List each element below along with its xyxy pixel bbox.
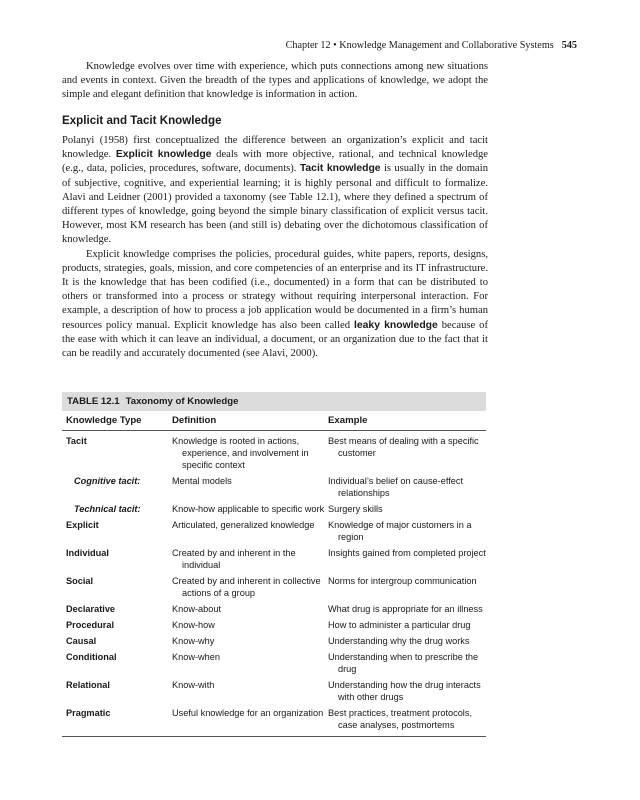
cell-definition: Know-why — [172, 636, 215, 646]
cell-definition: Articulated, generalized knowledge — [172, 520, 315, 530]
cell-example: Best means of dealing with a specific customer — [328, 436, 479, 458]
cell-type: Technical tacit: — [74, 504, 141, 514]
table-title: Taxonomy of Knowledge — [125, 396, 239, 407]
taxonomy-table — [62, 411, 486, 737]
table-row — [62, 651, 486, 679]
cell-example: What drug is appropriate for an illness — [328, 604, 483, 614]
cell-example: Understanding why the drug works — [328, 636, 470, 646]
knowledge-taxonomy-table — [62, 392, 486, 737]
page-number: 545 — [561, 40, 577, 51]
cell-definition: Created by and inherent in the individual — [172, 548, 296, 570]
paragraph-text: Polanyi (1958) first conceptualized the difference between an organization’s explicit and tacit knowledge. — [62, 135, 488, 161]
paragraph-explicit-detail — [62, 248, 488, 362]
cell-type: Tacit — [66, 436, 87, 446]
cell-example: Understanding how the drug interacts with other drugs — [328, 680, 481, 702]
cell-definition: Know-with — [172, 680, 215, 690]
table-row — [62, 519, 486, 547]
cell-type: Procedural — [66, 620, 114, 630]
cell-example: Knowledge of major customers in a region — [328, 520, 472, 542]
cell-example: How to administer a particular drug — [328, 620, 471, 630]
table-row — [62, 603, 486, 619]
cell-definition: Know-when — [172, 652, 221, 662]
cell-definition: Know-how — [172, 620, 215, 630]
paragraph-text: because of the ease with which it can leave an individual, a document, or an organization due to the fact that it can be readily and accurately documented (see Alavi, 2000). — [62, 319, 488, 360]
intro-paragraph: Knowledge evolves over time with experience, which puts connections among new situations and events in context. Given the breadth of the types and applications of knowledge, we adopt the simple and elegant definition that knowledge is information in action. — [62, 61, 488, 101]
cell-definition: Mental models — [172, 476, 232, 486]
cell-type: Conditional — [66, 652, 117, 662]
column-header-definition: Definition — [172, 411, 328, 431]
cell-type: Declarative — [66, 604, 116, 614]
cell-type: Individual — [66, 548, 109, 558]
key-term-explicit-knowledge: Explicit knowledge — [115, 149, 212, 161]
key-term-tacit-knowledge: Tacit knowledge — [299, 163, 381, 175]
table-row — [62, 707, 486, 737]
cell-definition: Know-how applicable to specific work — [172, 504, 325, 514]
cell-example: Norms for intergroup communication — [328, 576, 477, 586]
column-header-example: Example — [328, 411, 486, 431]
chapter-title: Chapter 12 • Knowledge Management and Collaborative Systems — [285, 40, 554, 51]
paragraph-text: deals with more objective, rational, and technical knowledge (e.g., data, policies, procedures, software, documents). — [62, 149, 488, 175]
cell-type: Causal — [66, 636, 97, 646]
running-head — [286, 40, 577, 51]
cell-example: Best practices, treatment protocols, case analyses, postmortems — [328, 708, 472, 730]
table-number: TABLE 12.1 — [67, 396, 120, 407]
table-caption — [62, 392, 486, 411]
table-row — [62, 635, 486, 651]
cell-example: Surgery skills — [328, 504, 383, 514]
column-header-type: Knowledge Type — [62, 411, 172, 431]
cell-type: Cognitive tacit: — [74, 476, 141, 486]
table-row — [62, 547, 486, 575]
cell-example: Insights gained from completed project — [328, 548, 486, 558]
cell-definition: Useful knowledge for an organization — [172, 708, 324, 718]
paragraph-text: Explicit knowledge comprises the policies, procedural guides, white papers, reports, designs, products, strategies, goals, mission, and core competencies of an enterprise and its IT infrastructure. It is the knowledge that has been codified (i.e., documented) in a form that can be distributed to others or transformed into a process or strategy without requiring interpersonal interaction. For example, a description of how to process a job application would be documented in a firm’s human resources policy manual. Explicit knowledge has also been called — [62, 248, 488, 331]
table-row — [62, 475, 486, 503]
cell-type: Relational — [66, 680, 110, 690]
table-row — [62, 431, 486, 476]
table-row — [62, 503, 486, 519]
paragraph-text: is usually in the domain of subjective, cognitive, and experiential learning; it is highly personal and difficult to formalize. Alavi and Leidner (2001) provided a taxonomy (see Table 12.1), where they defined a spectrum of different types of knowledge, going beyond the simple binary classification of explicit versus tacit. However, most KM research has been (and still is) debating over the dichotomous classification of knowledge. — [62, 163, 488, 246]
table-row — [62, 575, 486, 603]
table-row — [62, 619, 486, 635]
cell-definition: Knowledge is rooted in actions, experience, and involvement in specific context — [172, 436, 309, 470]
section-heading: Explicit and Tacit Knowledge — [62, 114, 222, 127]
cell-type: Explicit — [66, 520, 99, 530]
cell-example: Understanding when to prescribe the drug — [328, 652, 479, 674]
cell-type: Pragmatic — [62, 707, 172, 737]
body-section — [62, 134, 488, 361]
cell-type: Social — [66, 576, 94, 586]
intro-section — [62, 60, 488, 103]
key-term-leaky-knowledge: leaky knowledge — [353, 319, 438, 331]
cell-example: Individual’s belief on cause-effect relationships — [328, 476, 464, 498]
cell-definition: Created by and inherent in collective actions of a group — [172, 576, 321, 598]
paragraph-explicit-tacit — [62, 134, 488, 248]
table-header-row — [62, 411, 486, 431]
cell-definition: Know-about — [172, 604, 222, 614]
table-row — [62, 679, 486, 707]
